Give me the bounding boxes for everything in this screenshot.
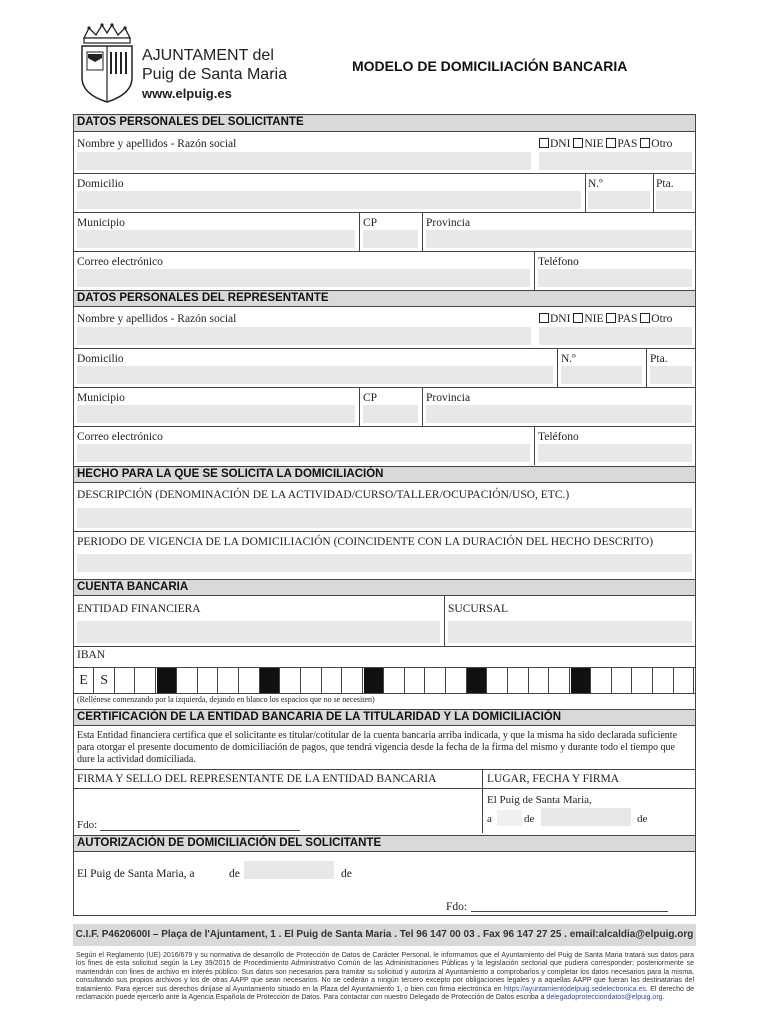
iban-separator bbox=[467, 668, 487, 693]
representante-puerta-field[interactable] bbox=[650, 366, 692, 384]
representante-nombre-field[interactable] bbox=[77, 327, 531, 345]
cert-a: a bbox=[487, 813, 492, 825]
solicitante-domicilio-field[interactable] bbox=[77, 191, 581, 209]
iban-note: (Rellénese comenzando por la izquierda, dejando en blanco los espacios que no se necesiten) bbox=[77, 695, 375, 704]
solicitante-doc-number-field[interactable] bbox=[539, 152, 692, 170]
org-name-line2: Puig de Santa Maria bbox=[142, 66, 287, 83]
iban-digit-box[interactable] bbox=[281, 668, 301, 693]
solicitante-telefono-field[interactable] bbox=[538, 269, 692, 287]
solicitante-provincia-field[interactable] bbox=[426, 230, 692, 248]
iban-separator bbox=[157, 668, 177, 693]
dni-checkbox[interactable] bbox=[539, 138, 549, 148]
solicitante-municipio-label: Municipio bbox=[77, 217, 125, 229]
lugar-fecha-label: LUGAR, FECHA Y FIRMA bbox=[487, 773, 620, 785]
iban-digit-box[interactable] bbox=[488, 668, 508, 693]
iban-digit-box[interactable] bbox=[115, 668, 135, 693]
domiciliation-form bbox=[73, 114, 696, 916]
aut-de1: de bbox=[229, 868, 240, 880]
representante-provincia-field[interactable] bbox=[426, 405, 692, 423]
cert-de2: de bbox=[637, 813, 648, 825]
iban-digit-box[interactable] bbox=[178, 668, 198, 693]
otro-checkbox[interactable] bbox=[640, 313, 650, 323]
cert-lugar: El Puig de Santa Maria, bbox=[487, 794, 592, 806]
website: www.elpuig.es bbox=[142, 86, 232, 101]
iban-digit-box[interactable] bbox=[219, 668, 239, 693]
iban-digit-box[interactable] bbox=[302, 668, 322, 693]
solicitante-provincia-label: Provincia bbox=[426, 217, 471, 229]
iban-label: IBAN bbox=[77, 649, 106, 661]
solicitante-puerta-label: Pta. bbox=[656, 178, 674, 190]
cert-mes-field[interactable] bbox=[541, 808, 631, 826]
aut-signature-line[interactable] bbox=[471, 911, 668, 912]
footer-contact: C.I.F. P4620600I – Plaça de l'Ajuntament, 1 . El Puig de Santa Maria . Tel 96 147 00 03 . Fax 96 147 27 25 . email:alcaldia@elpuig.org bbox=[75, 929, 694, 940]
representante-cp-field[interactable] bbox=[363, 405, 418, 423]
iban-digit-box[interactable] bbox=[447, 668, 467, 693]
iban-digit-box[interactable] bbox=[550, 668, 570, 693]
org-name-line1: AJUNTAMENT del bbox=[142, 47, 274, 64]
representante-correo-label: Correo electrónico bbox=[77, 431, 163, 443]
aut-fdo: Fdo: bbox=[446, 901, 468, 913]
dpo-email-link[interactable]: delegadoprotecciondatos@elpuig.org bbox=[546, 994, 663, 1002]
periodo-field[interactable] bbox=[77, 554, 692, 572]
solicitante-correo-field[interactable] bbox=[77, 269, 530, 287]
solicitante-telefono-label: Teléfono bbox=[538, 256, 579, 268]
cert-dia-field[interactable] bbox=[497, 810, 522, 826]
periodo-label: PERIODO DE VIGENCIA DE LA DOMICILIACIÓN (COINCIDENTE CON LA DURACIÓN DEL HECHO DESCRITO) bbox=[77, 536, 654, 548]
representante-puerta-label: Pta. bbox=[650, 353, 668, 365]
representante-cp-label: CP bbox=[363, 392, 378, 404]
aut-lugar: El Puig de Santa Maria, a bbox=[77, 868, 195, 880]
representante-numero-label: N.º bbox=[561, 353, 576, 365]
pas-checkbox[interactable] bbox=[606, 138, 616, 148]
section-representante: DATOS PERSONALES DEL REPRESENTANTE bbox=[74, 290, 695, 307]
representante-doc-types: DNI NIE PAS Otro bbox=[539, 313, 672, 326]
iban-digit-box[interactable] bbox=[426, 668, 446, 693]
iban-prefix-box: E bbox=[74, 668, 94, 693]
cert-signature-line[interactable] bbox=[100, 830, 300, 831]
iban-digit-box[interactable] bbox=[322, 668, 342, 693]
sucursal-label: SUCURSAL bbox=[448, 603, 509, 615]
solicitante-numero-field[interactable] bbox=[588, 191, 650, 209]
firma-sello-label: FIRMA Y SELLO DEL REPRESENTANTE DE LA ENTIDAD BANCARIA bbox=[77, 773, 437, 785]
entidad-field[interactable] bbox=[77, 621, 440, 643]
solicitante-domicilio-label: Domicilio bbox=[77, 178, 124, 190]
iban-digit-box[interactable] bbox=[405, 668, 425, 693]
representante-domicilio-field[interactable] bbox=[77, 366, 553, 384]
iban-separator bbox=[571, 668, 591, 693]
iban-digit-box[interactable] bbox=[343, 668, 363, 693]
solicitante-puerta-field[interactable] bbox=[656, 191, 692, 209]
iban-separator bbox=[364, 668, 384, 693]
entidad-label: ENTIDAD FINANCIERA bbox=[77, 603, 201, 615]
nie-checkbox[interactable] bbox=[573, 138, 583, 148]
representante-correo-field[interactable] bbox=[77, 444, 530, 462]
solicitante-nombre-label: Nombre y apellidos - Razón social bbox=[77, 138, 237, 150]
iban-digit-box[interactable] bbox=[240, 668, 260, 693]
cert-fdo: Fdo: bbox=[77, 819, 98, 831]
sucursal-field[interactable] bbox=[448, 621, 692, 643]
representante-doc-number-field[interactable] bbox=[539, 327, 692, 345]
iban-digit-box[interactable] bbox=[633, 668, 653, 693]
iban-digit-box[interactable] bbox=[198, 668, 218, 693]
solicitante-correo-label: Correo electrónico bbox=[77, 256, 163, 268]
representante-municipio-field[interactable] bbox=[77, 405, 355, 423]
representante-telefono-label: Teléfono bbox=[538, 431, 579, 443]
iban-digit-box[interactable] bbox=[674, 668, 694, 693]
aut-mes-field[interactable] bbox=[244, 861, 334, 879]
representante-telefono-field[interactable] bbox=[538, 444, 692, 462]
iban-digit-box[interactable] bbox=[509, 668, 529, 693]
section-hecho: HECHO PARA LA QUE SE SOLICITA LA DOMICILIACIÓN bbox=[74, 466, 695, 483]
representante-nombre-label: Nombre y apellidos - Razón social bbox=[77, 313, 237, 325]
iban-digit-box[interactable] bbox=[136, 668, 156, 693]
representante-municipio-label: Municipio bbox=[77, 392, 125, 404]
solicitante-nombre-field[interactable] bbox=[77, 152, 531, 170]
section-solicitante: DATOS PERSONALES DEL SOLICITANTE bbox=[74, 115, 695, 132]
pas-checkbox[interactable] bbox=[606, 313, 616, 323]
cert-de1: de bbox=[524, 813, 535, 825]
sede-electronica-link[interactable]: https://ayuntamientodelpuig.sedelectronica.es bbox=[503, 985, 646, 993]
document-title: MODELO DE DOMICILIACIÓN BANCARIA bbox=[352, 58, 628, 74]
solicitante-numero-label: N.º bbox=[588, 178, 603, 190]
representante-domicilio-label: Domicilio bbox=[77, 353, 124, 365]
solicitante-cp-label: CP bbox=[363, 217, 378, 229]
section-cuenta: CUENTA BANCARIA bbox=[74, 579, 695, 596]
iban-digit-box[interactable] bbox=[385, 668, 405, 693]
certificacion-text: Esta Entidad financiera certifica que el solicitante es titular/cotitular de la cuenta bancaria arriba indicada, y que la misma ha sido declarada suficiente para otorgar el presente documento de domiciliación de pagos, que tendrá vigencia desde la fecha de la firma del mismo y durante todo el tiempo que dure la actividad domiciliada. bbox=[77, 730, 678, 765]
representante-provincia-label: Provincia bbox=[426, 392, 471, 404]
iban-digit-box[interactable] bbox=[529, 668, 549, 693]
iban-digit-box[interactable] bbox=[612, 668, 632, 693]
aut-de2: de bbox=[341, 868, 352, 880]
dni-checkbox[interactable] bbox=[539, 313, 549, 323]
section-autorizacion: AUTORIZACIÓN DE DOMICILIACIÓN DEL SOLICITANTE bbox=[74, 835, 695, 852]
solicitante-municipio-field[interactable] bbox=[77, 230, 355, 248]
iban-digit-box[interactable] bbox=[592, 668, 612, 693]
iban-prefix-box: S bbox=[95, 668, 115, 693]
section-certificacion: CERTIFICACIÓN DE LA ENTIDAD BANCARIA DE LA TITULARIDAD Y LA DOMICILIACIÓN bbox=[74, 709, 695, 726]
nie-checkbox[interactable] bbox=[573, 313, 583, 323]
logo bbox=[76, 22, 138, 104]
iban-separator bbox=[260, 668, 280, 693]
solicitante-cp-field[interactable] bbox=[363, 230, 418, 248]
descripcion-field[interactable] bbox=[77, 508, 692, 528]
otro-checkbox[interactable] bbox=[640, 138, 650, 148]
solicitante-doc-types: DNI NIE PAS Otro bbox=[539, 138, 672, 151]
footer-legal: Según el Reglamento (UE) 2016/679 y su normativa de desarrollo de Protección de Datos de Carácter Personal, le informamos que el Ayuntamiento del Puig de Santa Maria tratará sus datos para los fines de esta solicitud según la Ley 39/2015 de Procedimiento Administrativo Común de las Administraciones Públicas y la legislación sectorial que pudiera corresponder; posteriormente se mantendrán con fines de archivo en interés público. Sus datos son necesarios para tramitar su solicitud y autoriza al Ayuntamiento a comprobarlos y completar los datos necesarios para la misma, consultando sus propios archivos y los de otras AAPP que sean necesarios. No se cederán a ningún tercero excepto por obligaciones legales y a aquellas AAPP que fueran las destinatarias del tratamiento. Para ejercer sus derechos diríjase al Ayuntamiento situado en la Plaza del Ayuntamiento 1, o bien con firma electrónica en https://ayuntamientodelpuig.sedelectronica.es. El derecho de reclamación puede ejercerlo ante la Agencia Española de Protección de Datos. Para contactar con nuestro Delegado de Protección de Datos escriba a delegadoprotecciondatos@elpuig.org. bbox=[76, 952, 695, 1002]
iban-digit-box[interactable] bbox=[654, 668, 674, 693]
descripcion-label: DESCRIPCIÓN (DENOMINACIÓN DE LA ACTIVIDAD/CURSO/TALLER/OCUPACIÓN/USO, ETC.) bbox=[77, 489, 570, 501]
representante-numero-field[interactable] bbox=[561, 366, 642, 384]
